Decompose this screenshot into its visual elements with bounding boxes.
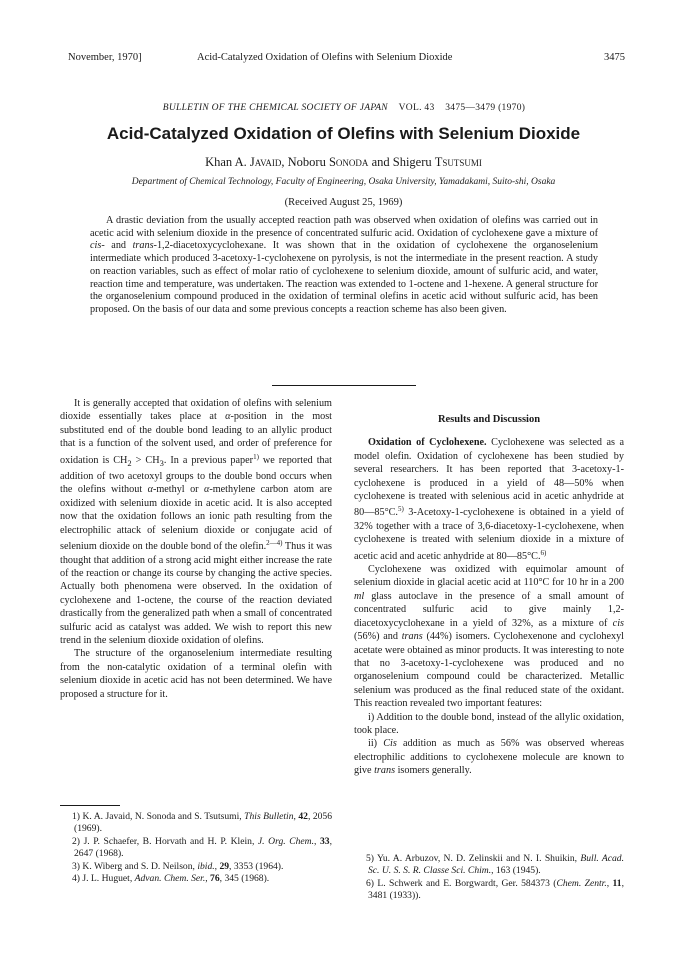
footnote [354, 878, 624, 903]
author-family-name: Sonoda [328, 155, 369, 169]
reference-marker: 6) [540, 548, 547, 557]
author-family-name: Tsutsumi [434, 155, 482, 169]
footnote-number: 5) [366, 853, 374, 864]
body-text: Cyclohexene was selected as a model olefin. Oxidation of cyclohexene has been studied by several researchers. It has been reported that 3-acetoxy-1-cyclohexene is produced in a yield of 48—50% when cyclohexene is treated with selenious acid in acetic anhydride at 80—85°C. [354, 437, 625, 519]
abstract-italic: trans- [132, 240, 157, 252]
reference-marker: 5) [397, 505, 404, 514]
body-text: -position in the most substituted end of the double bond leading to an allylic product that is a function of the solvent used, and order of preference for oxidation is CH [60, 411, 333, 466]
section-heading: Results and Discussion [437, 414, 541, 425]
volume-number: 29 [219, 860, 230, 872]
greek-alpha: α [225, 411, 231, 423]
body-text: addition as much as 56% was observed whereas electrophilic additions to cyclohexene molecule are known to give [354, 738, 624, 777]
journal-volume: VOL. 43 [398, 103, 435, 113]
footnote [60, 861, 332, 873]
running-header-date: November, 1970] [68, 52, 142, 63]
reference-marker: 1) [253, 452, 259, 461]
unit-italic: ml [354, 590, 365, 602]
body-text: . In a previous paper [163, 454, 254, 466]
right-column [354, 397, 624, 778]
reference-marker: 2—4) [266, 539, 283, 548]
body-text: (56%) and [354, 631, 402, 643]
results-paragraph [354, 436, 624, 563]
article-title: Acid-Catalyzed Oxidation of Olefins with Selenium Dioxide [106, 124, 581, 143]
footnote-text: , 163 (1945). [491, 865, 541, 877]
running-header-title: Acid-Catalyzed Oxidation of Olefins with Selenium Dioxide [197, 52, 453, 63]
journal-abbrev: ibid. [197, 860, 215, 872]
footnote [354, 853, 624, 878]
author-given-name: Khan A. [205, 155, 247, 169]
footnote-text: , 2647 (1968). [74, 835, 332, 860]
received-date: (Received August 25, 1969) [284, 197, 403, 208]
body-italic: trans [374, 765, 396, 777]
journal-citation-line [66, 103, 622, 113]
body-text: Cyclohexene was oxidized with equimolar amount of selenium dioxide in glacial acetic acid at 110°C for 10 hr in a 200 [354, 564, 624, 589]
volume-number: 11 [612, 877, 622, 889]
journal-abbrev: Chem. Zentr. [556, 877, 607, 889]
footnote-text: Yu. A. Arbuzov, N. D. Zelinskii and N. I. Shuikin, [376, 853, 581, 864]
footnote-number: 1) [72, 811, 80, 822]
greek-alpha: α [203, 484, 210, 496]
subsection-heading: Oxidation of Cyclohexene. [368, 437, 487, 449]
author-list: Khan A. Javaid, Noboru Sonoda and Shigeru Tsutsumi [205, 155, 482, 169]
footnote-text: , 2056 (1969). [74, 811, 333, 835]
body-italic: Cis [383, 738, 397, 750]
footnote-number: 6) [366, 877, 374, 889]
affiliation: Department of Chemical Technology, Faculty of Engineering, Osaka University, Yamadakami, Suito-shi, Osaka [131, 177, 556, 187]
abstract-italic: cis- [90, 240, 105, 252]
body-text: 3-Acetoxy-1-cyclohexene is obtained in a yield of 32% together with a trace of 3,6-diacetoxy-1-cyclohexene, when cyclohexene is treated with selenium dioxide in a mixture of acetic acid and acetic anhydride at 80—85°C. [354, 507, 624, 562]
body-text: we reported that addition of two acetoxyl groups to the double bond occurs when the olefins without [60, 454, 332, 496]
greek-alpha: α [147, 484, 153, 496]
footnote-text: J. L. Huguet, [82, 873, 135, 885]
journal-abbrev: Advan. Chem. Ser. [134, 873, 206, 885]
footnote-text: , [205, 873, 211, 885]
body-text: > CH [131, 454, 160, 466]
footnote-number: 3) [72, 860, 80, 872]
body-italic: trans [401, 631, 423, 643]
journal-pages: 3475—3479 (1970) [445, 103, 526, 113]
footnote-text: L. Schwerk and E. Borgwardt, Ger. 584373 ( [377, 877, 557, 889]
journal-abbrev: Bull. Acad. Sc. U. S. S. R. Classe Sci. Chim. [368, 853, 624, 877]
body-text: -methylene carbon atom are oxidized with selenium dioxide in acetic acid. It is also accepted now that the oxidation follows an ionic path resulting from the electrophilic attack of selenium dioxide or conjugate acid of selenium dioxide on the double bond of the olefin. [60, 484, 332, 553]
journal-abbrev: J. Org. Chem. [257, 835, 315, 847]
footnote-text: , 3481 (1933)). [368, 877, 624, 902]
journal-abbrev: This Bulletin [244, 811, 294, 822]
abstract-text: A drastic deviation from the usually accepted reaction path was observed when oxidation of olefins was carried out in acetic acid with selenium dioxide in the presence of concentrated sulfuric acid. Oxidation of cyclohexene gave a mixture of [90, 215, 598, 239]
footnote [60, 836, 332, 861]
footnote [60, 811, 332, 836]
volume-number: 42 [298, 811, 308, 822]
abstract-text: and [104, 240, 133, 252]
footnote-divider [60, 805, 120, 806]
body-text: Thus it was thought that addition of a strong acid might either increase the rate of the reaction or change its course by changing the active species. Actually both phenomena were observed. In the oxidation of cyclohexene and 1-octene, the course of the reaction deviated drastically from the generalized path when a small of concentrated sulfuric acid as catalyst was added. We wish to report this new trend in the selenium dioxide oxidation of olefins. [60, 541, 332, 646]
body-text: (44%) isomers. Cyclohexenone and cyclohexyl acetate were obtained as minor products. It was interesting to note that no 3-acetoxy-1-cyclohexene was produced and no organoselenium compound could be characterized. Metallic selenium was produced as the final reduced state of the oxidant. This reaction revealed two important features: [354, 631, 624, 710]
left-column [60, 397, 332, 701]
abstract [90, 215, 598, 317]
footnote-number: 2) [72, 835, 80, 847]
footnote-text: , [606, 877, 613, 889]
abstract-text: 1,2-diacetoxycyclohexane. It was shown that in the oxidation of cyclohexene the organoselenium intermediate which produced 3-acetoxy-1-cyclohexene on pyrolysis, is not the intermediate in the present reaction. A study on reaction variables, such as effect of molar ratio of cyclohexene to selenium dioxide, amount of sulfuric acid, and water, reaction time and temperature, was undertaken. The reaction was extended to 1-octene and 1-hexene. A general structure for the organoselenium compound produced in the oxidation of terminal olefins in acetic acid without sulfuric acid, has been proposed. On the basis of our data and some previous concepts a reaction scheme has also been given. [90, 240, 598, 315]
section-divider [272, 385, 416, 386]
body-italic: cis [612, 617, 624, 629]
footnote-text: , 3353 (1964). [229, 860, 284, 872]
footnote-text: , 345 (1968). [219, 873, 270, 885]
footnote-text: , [214, 860, 220, 872]
author-conjunction: and [371, 155, 390, 169]
author-family-name: Javaid [249, 155, 282, 169]
subscript: 2 [127, 457, 132, 468]
author-given-name: Noboru [287, 155, 326, 169]
results-paragraph [354, 563, 624, 710]
footnote-text: , [314, 835, 320, 847]
footnotes-left [60, 811, 332, 885]
intro-paragraph [60, 397, 332, 647]
body-text: glass autoclave in the presence of a small amount of concentrated sulfuric acid to give mainly 1,2-diacetoxycyclohexane in a yield of 32%, as a mixture of [354, 590, 624, 629]
volume-number: 76 [210, 873, 220, 885]
body-text: ii) [368, 738, 384, 750]
feature-item: i) Addition to the double bond, instead of the allylic oxidation, took place. [354, 711, 624, 736]
subscript: 3 [159, 457, 164, 468]
author-given-name: Shigeru [392, 155, 432, 169]
body-text: isomers generally. [395, 765, 472, 777]
journal-name: BULLETIN OF THE CHEMICAL SOCIETY OF JAPAN [162, 103, 388, 113]
feature-item [354, 737, 624, 777]
footnote-text: K. A. Javaid, N. Sonoda and S. Tsutsumi, [82, 811, 245, 822]
footnotes-right [354, 853, 624, 903]
footnote-text: J. P. Schaefer, B. Horvath and H. P. Klein, [83, 835, 258, 847]
intro-paragraph: The structure of the organoselenium intermediate resulting from the non-catalytic oxidation of a terminal olefin with selenium dioxide in acetic acid has not been determined. We have proposed a structure for it. [60, 648, 332, 700]
footnote [60, 873, 332, 885]
page-number: 3475 [604, 52, 625, 63]
body-text: It is generally accepted that oxidation of olefins with selenium dioxide essentially takes place at [60, 398, 332, 423]
footnote-text: , [293, 811, 299, 822]
footnote-number: 4) [72, 873, 80, 885]
body-text: -methyl or [152, 484, 204, 496]
footnote-text: K. Wiberg and S. D. Neilson, [82, 860, 198, 872]
volume-number: 33 [320, 835, 330, 847]
